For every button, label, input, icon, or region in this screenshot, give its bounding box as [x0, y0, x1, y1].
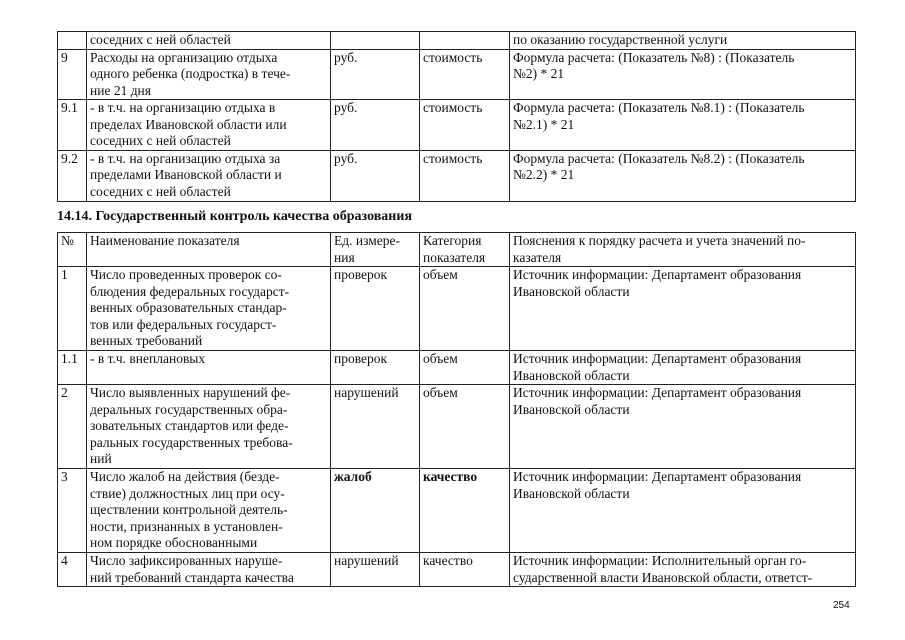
calculation-note: Источник информации: Департамент образования Ивановской области [510, 385, 856, 469]
indicator-name: Число жалоб на действия (безде- ствие) должностных лиц при осу- ществлении контрольной деятель- ности, признанных в установлен- ном порядке обоснованными [87, 469, 331, 553]
indicator-category: объем [420, 267, 510, 351]
unit-of-measure: руб. [331, 150, 420, 201]
table-row [58, 351, 856, 385]
unit-of-measure: руб. [331, 100, 420, 151]
table-row [58, 100, 856, 151]
calculation-note: Формула расчета: (Показатель №8) : (Показатель №2) * 21 [510, 49, 856, 100]
table-header-row [58, 233, 856, 267]
row-number: 9.1 [58, 100, 87, 151]
indicator-category: стоимость [420, 150, 510, 201]
row-number [58, 32, 87, 50]
section-title: 14.14. Государственный контроль качества образования [57, 209, 413, 224]
indicator-category: стоимость [420, 49, 510, 100]
unit-of-measure [331, 32, 420, 50]
unit-of-measure: жалоб [331, 469, 420, 553]
indicator-name: Число выявленных нарушений фе- деральных государственных обра- зовательных стандартов или феде- ральных государственных требова- ний [87, 385, 331, 469]
indicator-name: соседних с ней областей [87, 32, 331, 50]
header-note: Пояснения к порядку расчета и учета значений по- казателя [510, 233, 856, 267]
row-number: 9 [58, 49, 87, 100]
indicator-category: стоимость [420, 100, 510, 151]
calculation-note: по оказанию государственной услуги [510, 32, 856, 50]
calculation-note: Источник информации: Департамент образования Ивановской области [510, 469, 856, 553]
indicator-name: Число зафиксированных наруше- ний требований стандарта качества [87, 553, 331, 587]
header-number: № [58, 233, 87, 267]
table-row [58, 49, 856, 100]
table-row [58, 150, 856, 201]
page-number: 254 [833, 600, 850, 611]
indicator-name: Расходы на организацию отдыха одного ребенка (подростка) в тече- ние 21 дня [87, 49, 331, 100]
indicator-name: Число проведенных проверок со- блюдения федеральных государст- венных образовательных стандар- тов или федеральных государст- венных требований [87, 267, 331, 351]
header-category: Категория показателя [420, 233, 510, 267]
row-number: 3 [58, 469, 87, 553]
row-number: 4 [58, 553, 87, 587]
calculation-note: Источник информации: Исполнительный орган го- сударственной власти Ивановской области, ответст- [510, 553, 856, 587]
unit-of-measure: нарушений [331, 385, 420, 469]
unit-of-measure: проверок [331, 267, 420, 351]
indicator-category: качество [420, 469, 510, 553]
indicators-table-top [57, 31, 856, 202]
calculation-note: Формула расчета: (Показатель №8.2) : (Показатель №2.2) * 21 [510, 150, 856, 201]
unit-of-measure: руб. [331, 49, 420, 100]
indicator-name: - в т.ч. на организацию отдыха в пределах Ивановской области или соседних с ней областей [87, 100, 331, 151]
indicator-category: объем [420, 385, 510, 469]
indicator-name: - в т.ч. на организацию отдыха за пределами Ивановской области и соседних с ней областей [87, 150, 331, 201]
row-number: 2 [58, 385, 87, 469]
table-row [58, 32, 856, 50]
table-row [58, 469, 856, 553]
unit-of-measure: нарушений [331, 553, 420, 587]
indicator-category [420, 32, 510, 50]
row-number: 9.2 [58, 150, 87, 201]
unit-of-measure: проверок [331, 351, 420, 385]
calculation-note: Источник информации: Департамент образования Ивановской области [510, 267, 856, 351]
header-unit: Ед. измере- ния [331, 233, 420, 267]
indicator-category: качество [420, 553, 510, 587]
row-number: 1 [58, 267, 87, 351]
quality-control-table [57, 232, 856, 587]
header-name: Наименование показателя [87, 233, 331, 267]
indicator-category: объем [420, 351, 510, 385]
table-row [58, 385, 856, 469]
calculation-note: Формула расчета: (Показатель №8.1) : (Показатель №2.1) * 21 [510, 100, 856, 151]
calculation-note: Источник информации: Департамент образования Ивановской области [510, 351, 856, 385]
row-number: 1.1 [58, 351, 87, 385]
indicator-name: - в т.ч. внеплановых [87, 351, 331, 385]
table-row [58, 553, 856, 587]
table-row [58, 267, 856, 351]
